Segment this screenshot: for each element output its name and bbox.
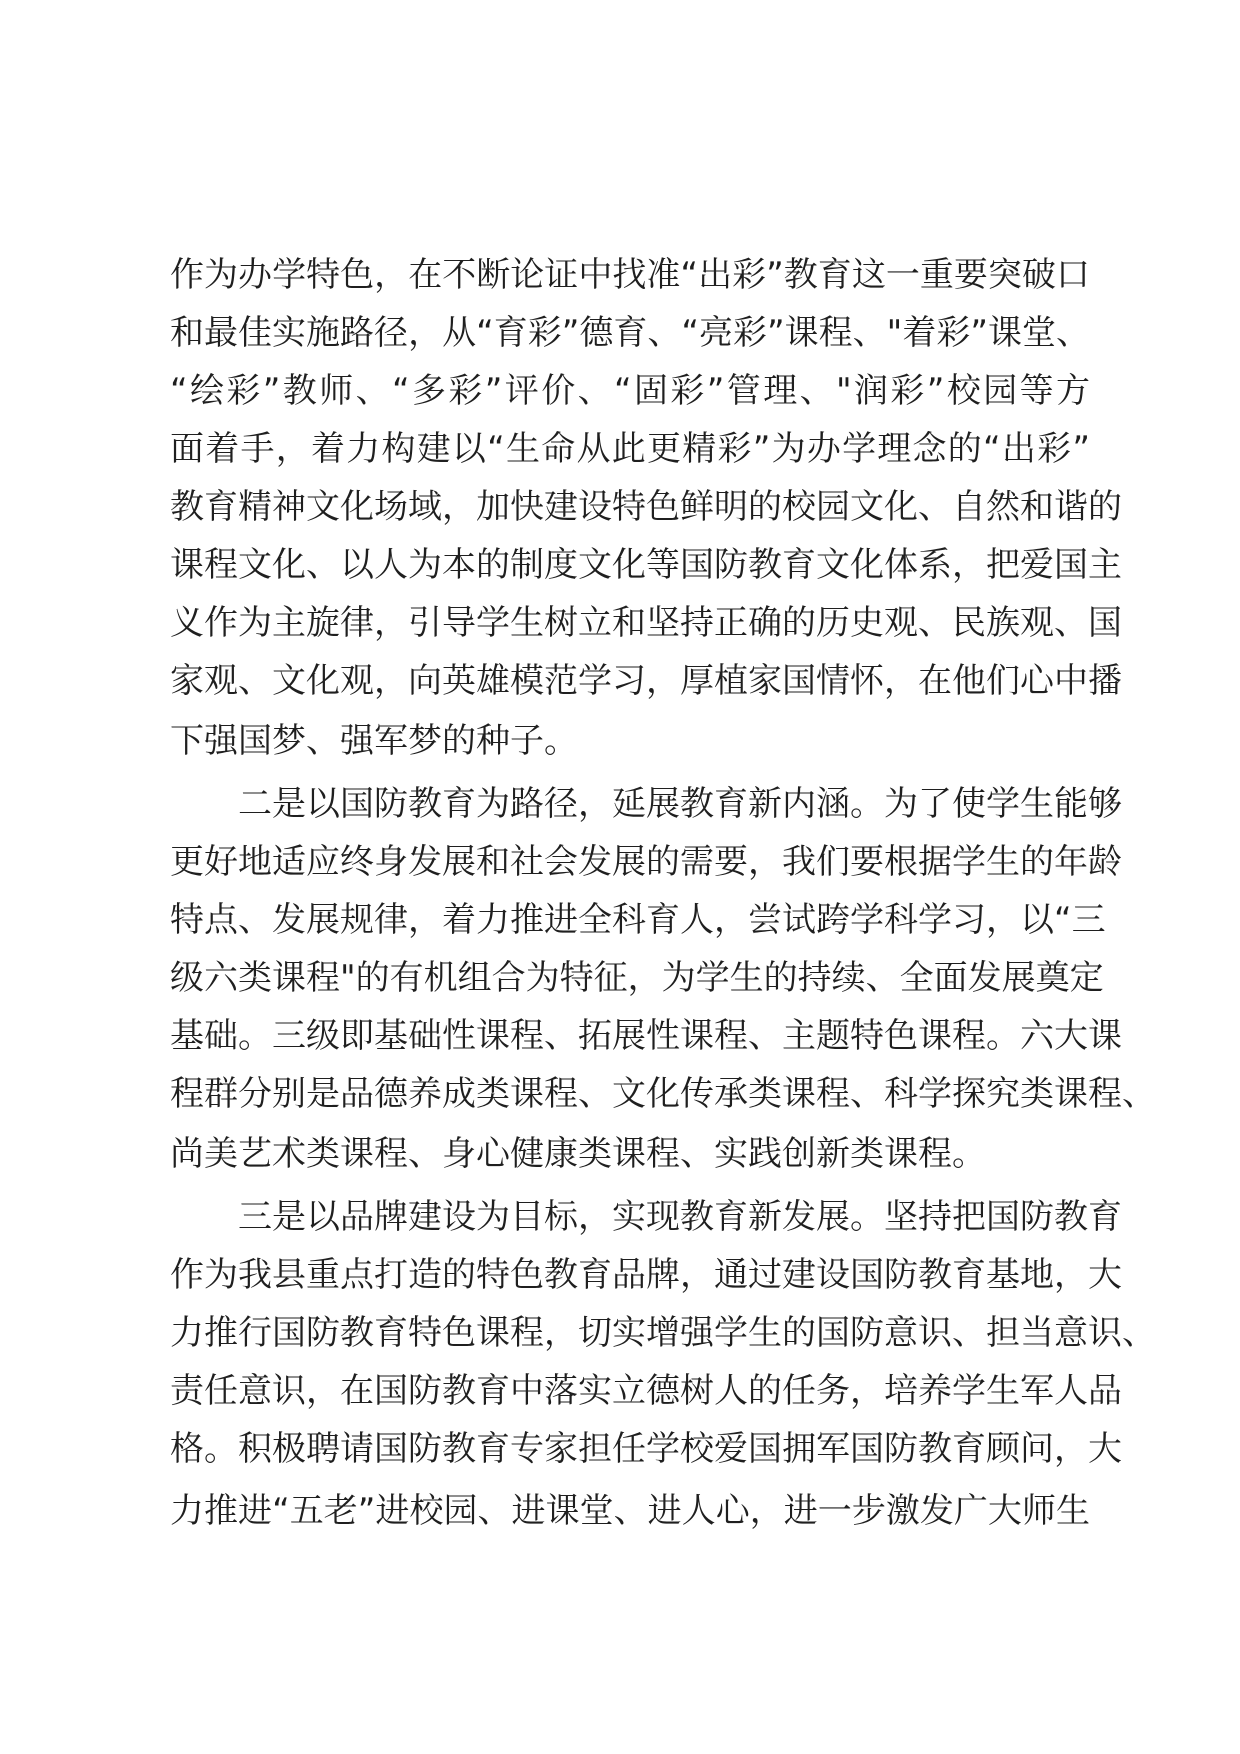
paragraph-first-line: 二是以国防教育为路径，延展教育新内涵。为了使学生能够 bbox=[238, 784, 1122, 824]
text-line: “绘彩”教师、“多彩”评价、“固彩”管理、"润彩”校园等方 bbox=[170, 371, 1090, 411]
text-line: 特点、发展规律，着力推进全科育人，尝试跨学科学习，以“三 bbox=[170, 900, 1106, 940]
text-line: 和最佳实施路径，从“育彩”德育、“亮彩”课程、"着彩”课堂、 bbox=[170, 313, 1090, 353]
text-line: 义作为主旋律，引导学生树立和坚持正确的历史观、民族观、国 bbox=[170, 603, 1122, 643]
paragraph-end-line: 尚美艺术类课程、身心健康类课程、实践创新类课程。 bbox=[170, 1134, 986, 1174]
text-line: 家观、文化观，向英雄模范学习，厚植家国情怀，在他们心中播 bbox=[170, 661, 1122, 701]
paragraph-first-line: 三是以品牌建设为目标，实现教育新发展。坚持把国防教育 bbox=[238, 1197, 1122, 1237]
text-line: 课程文化、以人为本的制度文化等国防教育文化体系，把爱国主 bbox=[170, 545, 1122, 585]
text-line: 教育精神文化场域，加快建设特色鲜明的校园文化、自然和谐的 bbox=[170, 487, 1122, 527]
text-line: 作为办学特色，在不断论证中找准“出彩”教育这一重要突破口 bbox=[170, 255, 1090, 295]
text-line: 格。积极聘请国防教育专家担任学校爱国拥军国防教育顾问，大 bbox=[170, 1429, 1122, 1469]
text-line: 面着手，着力构建以“生命从此更精彩”为办学理念的“出彩” bbox=[170, 429, 1090, 469]
text-line: 作为我县重点打造的特色教育品牌，通过建设国防教育基地，大 bbox=[170, 1255, 1122, 1295]
paragraph-end-line: 下强国梦、强军梦的种子。 bbox=[170, 721, 578, 761]
text-line: 更好地适应终身发展和社会发展的需要，我们要根据学生的年龄 bbox=[170, 842, 1122, 882]
text-line: 基础。三级即基础性课程、拓展性课程、主题特色课程。六大课 bbox=[170, 1016, 1122, 1056]
text-line: 程群分别是品德养成类课程、文化传承类课程、科学探究类课程、 bbox=[170, 1074, 1156, 1114]
text-line: 力推进“五老”进校园、进课堂、进人心，进一步激发广大师生 bbox=[170, 1491, 1090, 1531]
text-line: 责任意识，在国防教育中落实立德树人的任务，培养学生军人品 bbox=[170, 1371, 1122, 1411]
text-line: 力推行国防教育特色课程，切实增强学生的国防意识、担当意识、 bbox=[170, 1313, 1156, 1353]
text-line: 级六类课程"的有机组合为特征，为学生的持续、全面发展奠定 bbox=[170, 958, 1104, 998]
